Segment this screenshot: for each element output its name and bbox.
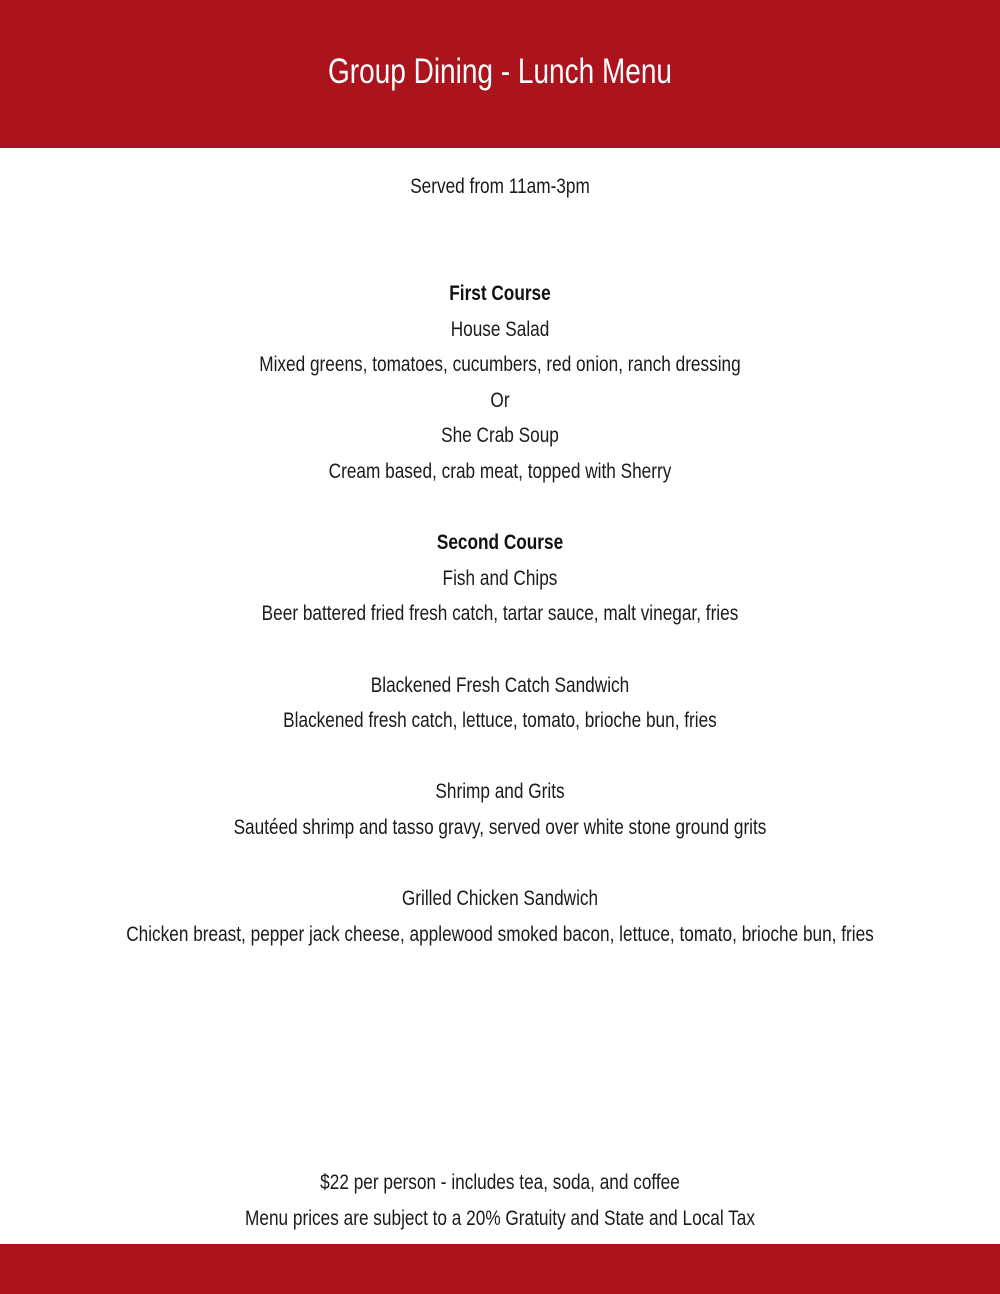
second-course-item-name-blackened-sandwich: Blackened Fresh Catch Sandwich — [370, 673, 630, 697]
second-course-item-description-shrimp-and-grits: Sautéed shrimp and tasso gravy, served over white stone ground grits — [233, 815, 767, 839]
first-course-item-name-house-salad: House Salad — [450, 317, 550, 341]
item-spacer — [0, 846, 1000, 882]
footer-band — [0, 1244, 1000, 1294]
second-course-item-description-blackened-sandwich: Blackened fresh catch, lettuce, tomato, brioche bun, fries — [283, 709, 717, 733]
second-course-item-name-grilled-chicken-sandwich: Grilled Chicken Sandwich — [401, 887, 599, 911]
item-spacer — [0, 739, 1000, 775]
second-course-item-description-fish-and-chips: Beer battered fried fresh catch, tartar sauce, malt vinegar, fries — [261, 602, 739, 626]
menu-title: Group Dining - Lunch Menu — [328, 52, 672, 91]
first-course-or-separator: Or — [490, 388, 510, 412]
second-course-item-name-fish-and-chips: Fish and Chips — [442, 566, 558, 590]
tax-line: Menu prices are subject to a 20% Gratuity and State and Local Tax — [245, 1206, 755, 1230]
price-line: $22 per person - includes tea, soda, and coffee — [320, 1171, 680, 1194]
second-course-heading: Second Course — [436, 531, 564, 555]
first-course-item-name-she-crab-soup: She Crab Soup — [441, 424, 559, 448]
item-spacer — [0, 632, 1000, 668]
menu-body — [0, 276, 1000, 952]
first-course-item-description-house-salad: Mixed greens, tomatoes, cucumbers, red onion, ranch dressing — [259, 353, 741, 377]
first-course-heading: First Course — [449, 282, 551, 305]
served-hours: Served from 11am-3pm — [410, 175, 590, 198]
second-course-item-name-shrimp-and-grits: Shrimp and Grits — [435, 780, 565, 804]
first-course-item-description-she-crab-soup: Cream based, crab meat, topped with Sherry — [328, 459, 672, 483]
second-course-item-description-grilled-chicken-sandwich: Chicken breast, pepper jack cheese, applewood smoked bacon, lettuce, tomato, brioche bun, fries — [126, 922, 874, 946]
footer-text — [0, 1165, 1000, 1236]
course-spacer — [0, 490, 1000, 526]
